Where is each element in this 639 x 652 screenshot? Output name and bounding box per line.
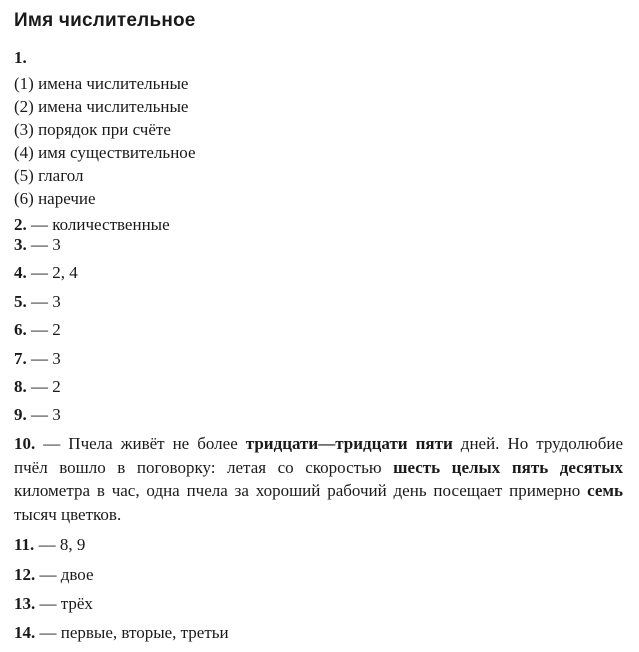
answer-text: — 2 (26, 377, 61, 396)
answer-text: — 3 (26, 405, 61, 424)
answer-line (14, 535, 85, 555)
answer-line (14, 594, 93, 614)
answer-line (14, 623, 229, 643)
answer-text: — количественные (26, 215, 170, 234)
answer-line (14, 405, 61, 425)
answer-text: — двое (35, 565, 94, 584)
answer-line (14, 215, 170, 235)
answer-number: 6. (14, 320, 27, 339)
answer-line (14, 565, 94, 585)
answer-line (14, 235, 61, 255)
page-title: Имя числительное (14, 10, 196, 31)
task-10-text: — Пчела живёт не более (35, 434, 246, 453)
answer-number: 3. (14, 235, 27, 254)
task-1-item: (2) имена числительные (14, 97, 189, 116)
answer-text: — первые, вторые, третьи (35, 623, 229, 642)
answer-line (14, 263, 78, 283)
answer-text: — 3 (26, 292, 61, 311)
task-10-text: километра в час, одна пчела за хороший рабочий день посещает примерно (14, 481, 588, 500)
answer-number: 5. (14, 292, 27, 311)
task-10-highlight: шесть целых пять десятых (393, 457, 623, 477)
answer-number: 14. (14, 623, 36, 642)
answer-line (14, 320, 61, 340)
task-10-paragraph (14, 432, 623, 526)
answer-line (14, 377, 61, 397)
task-1-item: (6) наречие (14, 189, 96, 208)
answer-text: — 8, 9 (34, 535, 86, 554)
answer-text: — 3 (26, 235, 61, 254)
task-10-text: тысяч цветков. (14, 504, 122, 524)
answer-text: — 3 (26, 349, 61, 368)
task-10-text: дней. Но трудолюбие пчёл вошло в поговорку: летая со скоростью (14, 434, 623, 477)
answer-number: 7. (14, 349, 27, 368)
task-1-item: (3) порядок при счёте (14, 120, 171, 139)
task-10-number: 10. (14, 434, 36, 453)
answer-line (14, 292, 61, 312)
answer-line (14, 349, 61, 369)
answer-number: 11. (14, 535, 35, 554)
answer-text: — трёх (35, 594, 93, 613)
answer-number: 2. (14, 215, 27, 234)
task-1-item: (5) глагол (14, 166, 84, 185)
answer-text: — 2, 4 (26, 263, 78, 282)
answer-number: 12. (14, 565, 36, 584)
answer-number: 13. (14, 594, 36, 613)
task-10-highlight: семь (587, 481, 623, 500)
task-1-number: 1. (14, 48, 27, 67)
task-1-item: (4) имя существительное (14, 143, 196, 162)
answer-number: 8. (14, 377, 27, 396)
answer-number: 4. (14, 263, 27, 282)
answer-text: — 2 (26, 320, 61, 339)
task-10-highlight: тридцати—тридцати пяти (245, 434, 453, 453)
task-1-item: (1) имена числительные (14, 74, 189, 93)
answer-number: 9. (14, 405, 27, 424)
